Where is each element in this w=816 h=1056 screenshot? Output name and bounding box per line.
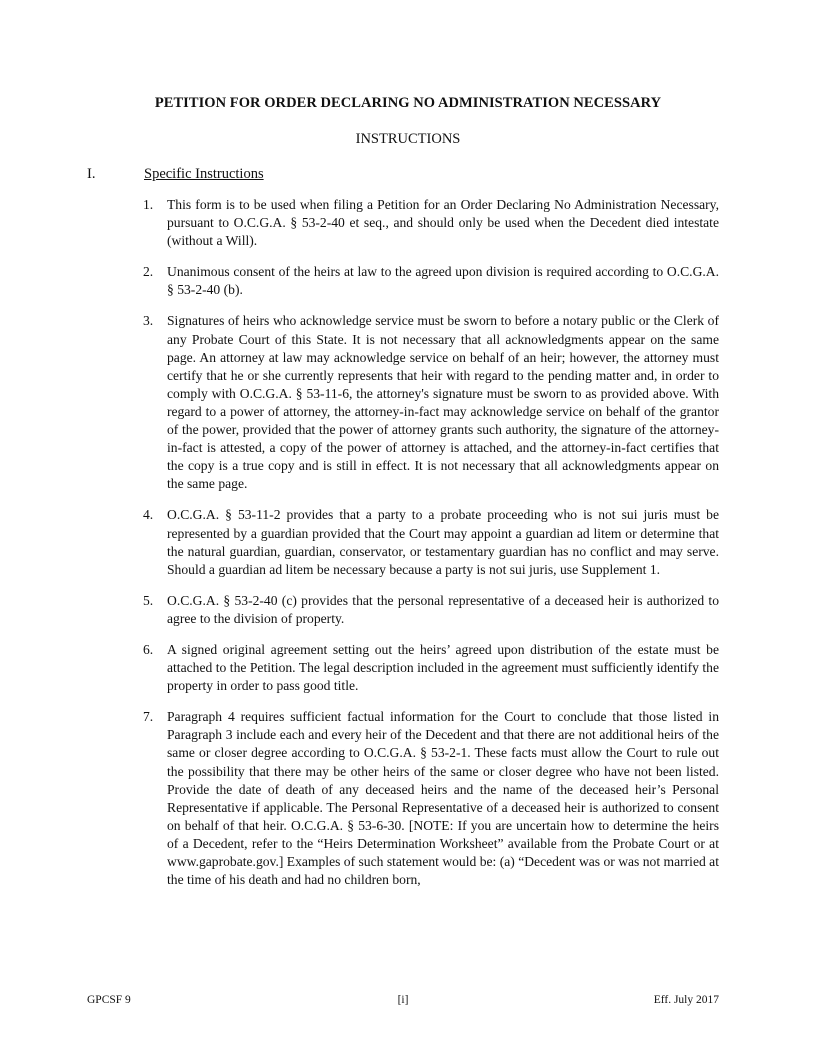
- instruction-number: 1.: [143, 197, 154, 212]
- instruction-item: [143, 263, 719, 299]
- instruction-text: Unanimous consent of the heirs at law to the agreed upon division is required according to O.C.G.A. § 53-2-40 (b).: [167, 264, 719, 298]
- page-number: [i]: [397, 994, 409, 1006]
- effective-date: Eff. July 2017: [653, 994, 719, 1006]
- instruction-text: O.C.G.A. § 53-11-2 provides that a party to a probate proceeding who is not sui juris must be represented by a guardian provided that the Court may appoint a guardian ad litem or determine that the natural guardian, guardian, conservator, or testamentary guardian has no conflict and may serve. Should a guardian ad litem be necessary because a party is not sui juris, use Supplement 1.: [167, 507, 719, 577]
- instruction-number: 7.: [143, 709, 154, 725]
- section-title: Specific Instructions: [144, 166, 264, 182]
- instruction-text: A signed original agreement setting out the heirs’ agreed upon distribution of the estate must be attached to the Petition. The legal description included in the agreement must sufficiently identify the property in order to pass good title.: [167, 641, 719, 694]
- instruction-text: O.C.G.A. § 53-2-40 (c) provides that the personal representative of a deceased heir is authorized to agree to the division of property.: [167, 592, 719, 626]
- instruction-item: [143, 641, 719, 695]
- document-title: PETITION FOR ORDER DECLARING NO ADMINISTRATION NECESSARY: [154, 95, 662, 111]
- instruction-number: 4.: [143, 507, 154, 523]
- instruction-number: 5.: [143, 592, 154, 608]
- instruction-text: This form is to be used when filing a Petition for an Order Declaring No Administration Necessary, pursuant to O.C.G.A. § 53-2-40 et seq., and should only be used when the Decedent died intestate (without a Will).: [167, 197, 719, 249]
- instruction-item: [143, 312, 719, 493]
- instruction-item: [143, 196, 719, 250]
- instruction-number: 2.: [143, 264, 154, 280]
- form-code: GPCSF 9: [87, 994, 131, 1006]
- instruction-text: Signatures of heirs who acknowledge service must be sworn to before a notary public or the Clerk of any Probate Court of this State. It is not necessary that all acknowledgments appear on the same page. An attorney at law may acknowledge service on behalf of an heir; however, the attorney must certify that he or she currently represents that heir with regard to the pending matter and, in order to comply with O.C.G.A. § 53-11-6, the attorney's signature must be sworn to as provided above. With regard to a power of attorney, the attorney-in-fact may acknowledge service on behalf of the grantor of the power, provided that the power of attorney grants such authority, the signature of the attorney-in-fact is attested, a copy of the power of attorney is attached, and the attorney-in-fact certifies that the copy is a true copy and is still in effect. It is not necessary that all acknowledgments appear on the same page.: [167, 313, 719, 492]
- instruction-item: [143, 708, 719, 889]
- instruction-list: [143, 196, 719, 902]
- instruction-text: Paragraph 4 requires sufficient factual information for the Court to conclude that those listed in Paragraph 3 include each and every heir of the Decedent and that there are not additional heirs of the same or closer degree according to O.C.G.A. § 53-2-1. These facts must allow the Court to rule out the possibility that there may be other heirs of the same or closer degree who have not been listed. Provide the date of death of any deceased heirs and the name of the deceased heir’s Personal Representative if applicable. The Personal Representative of a deceased heir is authorized to consent on behalf of that heir. O.C.G.A. § 53-6-30. [NOTE: If you are uncertain how to determine the heirs of a Decedent, refer to the “Heirs Determination Worksheet” available from the Probate Court or at www.gaprobate.gov.] Examples of such statement would be: (a) “Decedent was or was not married at the time of his death and had no children born,: [167, 709, 719, 888]
- instruction-item: [143, 592, 719, 628]
- section-number: I.: [87, 166, 96, 182]
- page-footer: [87, 994, 719, 1010]
- instruction-item: [143, 506, 719, 578]
- instruction-number: 3.: [143, 313, 154, 329]
- instruction-number: 6.: [143, 641, 154, 657]
- document-subtitle: INSTRUCTIONS: [355, 131, 461, 147]
